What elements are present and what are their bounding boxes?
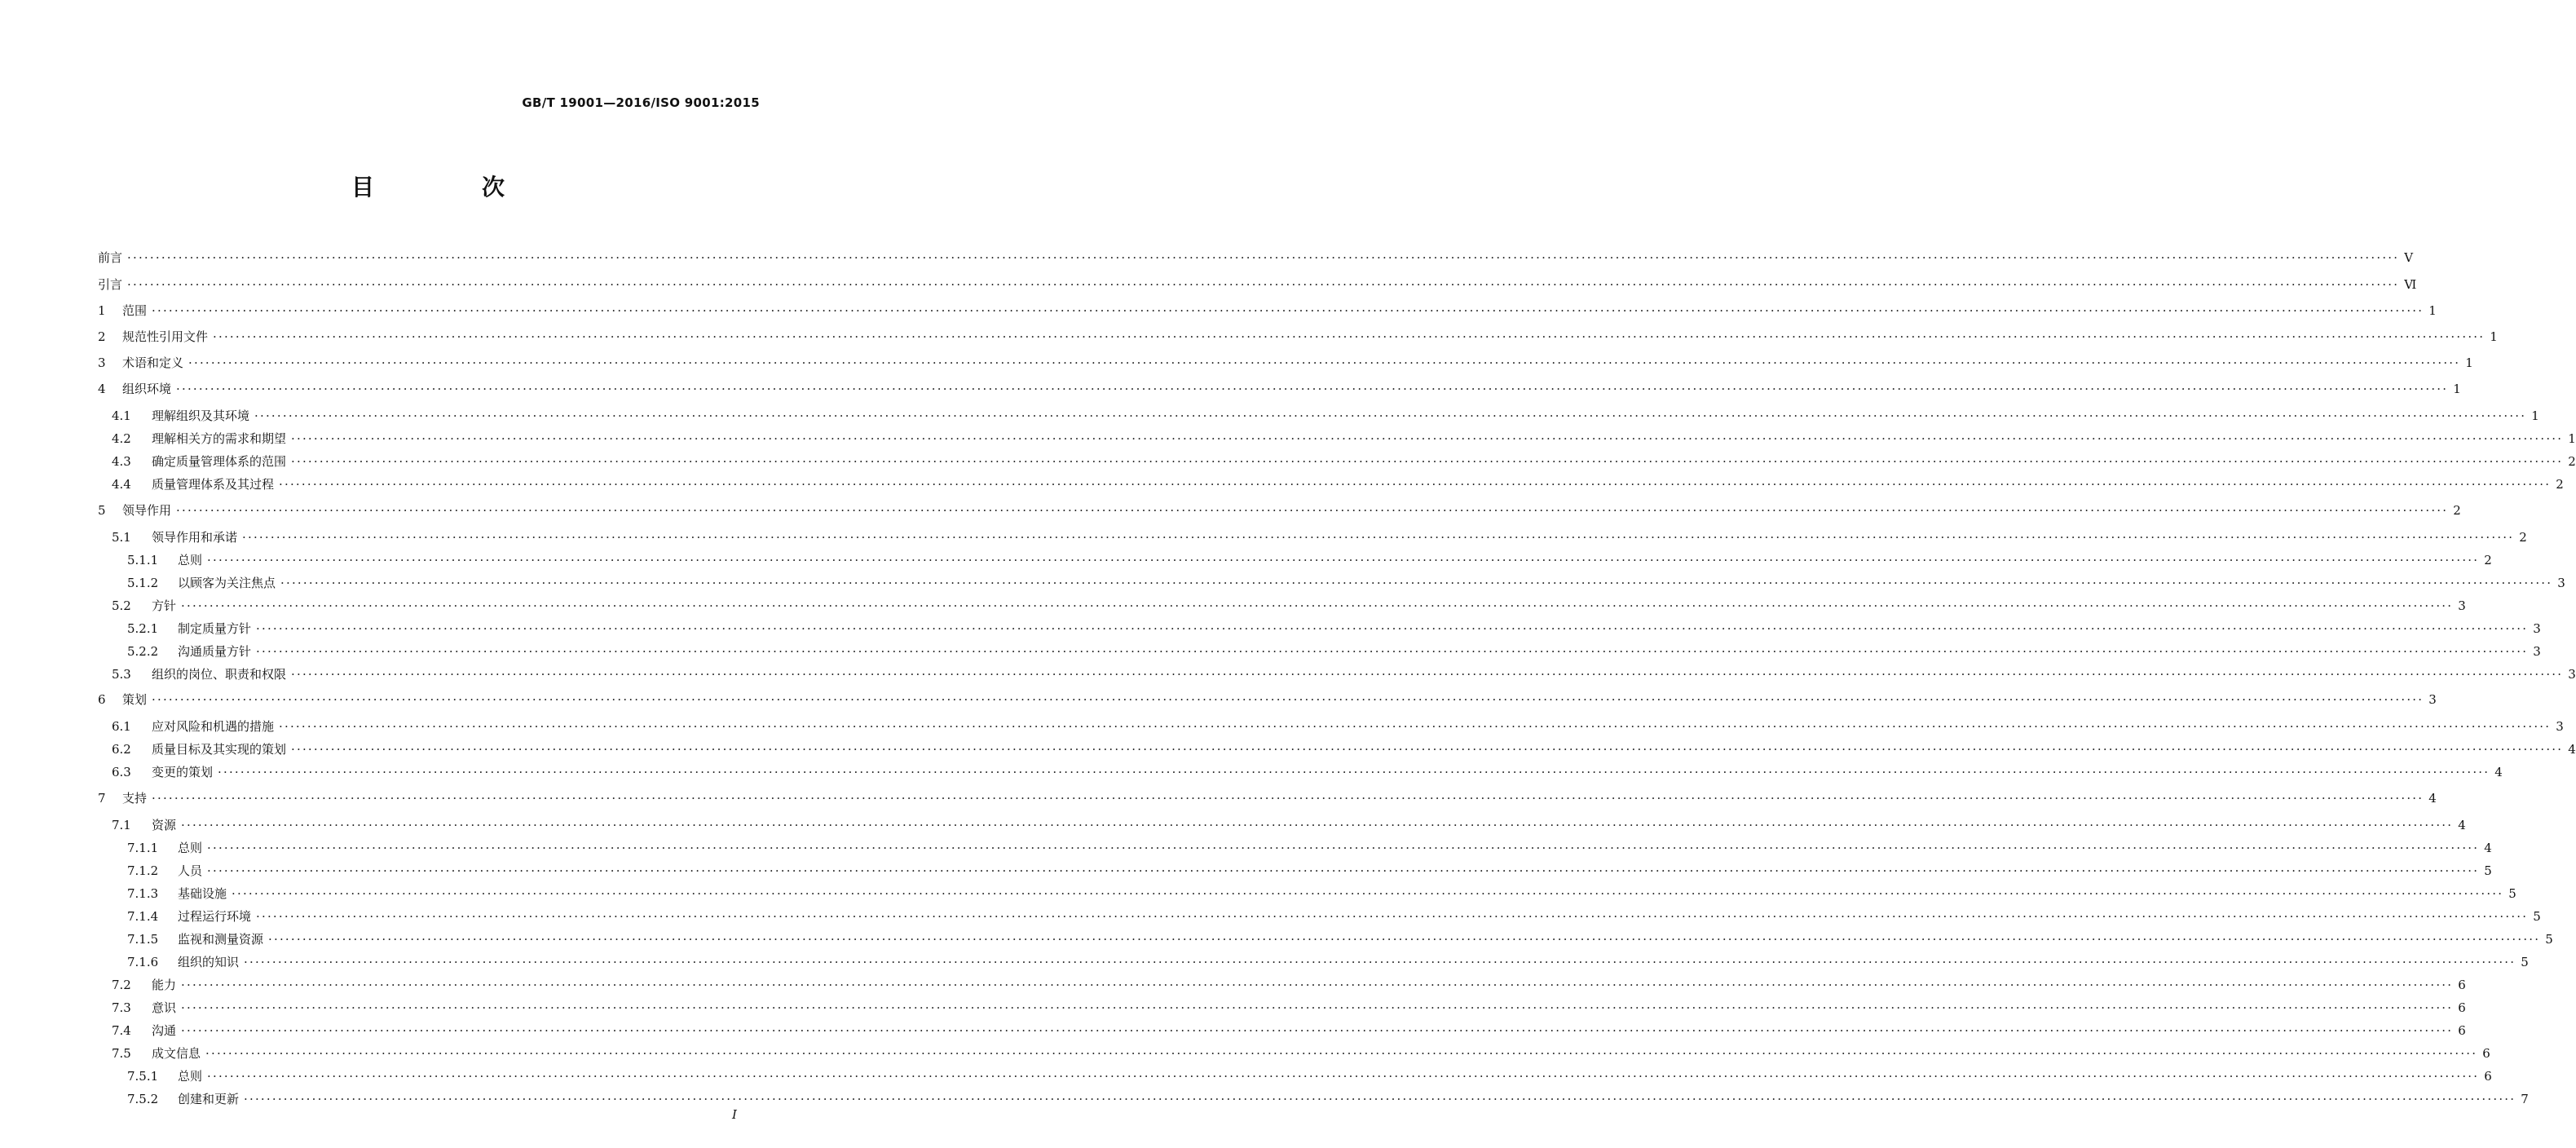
toc-entry-page: 3 bbox=[2557, 576, 2565, 590]
toc-leader-dots: ················································································································································································································································································································································································································ bbox=[188, 355, 2461, 370]
toc-entry-page: 7 bbox=[2521, 1092, 2529, 1106]
toc-entry-label: 人员 bbox=[178, 863, 203, 878]
toc-leader-dots: ················································································································································································································································································································································································································ bbox=[207, 841, 2480, 855]
toc-entry-label: 总则 bbox=[178, 553, 203, 567]
toc-entry-label: 制定质量方针 bbox=[178, 621, 252, 636]
toc-entry-label: 监视和测量资源 bbox=[178, 932, 264, 947]
toc-entry-label: 应对风险和机遇的措施 bbox=[152, 719, 275, 734]
toc-leader-dots: ················································································································································································································································································································································································································ bbox=[176, 503, 2449, 518]
toc-entry[interactable] bbox=[98, 550, 2492, 570]
toc-entry[interactable] bbox=[98, 501, 2461, 520]
toc-entry-number: 4.4 bbox=[112, 477, 131, 492]
toc-entry[interactable] bbox=[98, 998, 2466, 1018]
toc-entry-page: 4 bbox=[2484, 841, 2492, 855]
toc-entry[interactable] bbox=[98, 452, 2576, 471]
toc-entry[interactable] bbox=[98, 717, 2564, 736]
toc-entry-page: 5 bbox=[2508, 886, 2516, 901]
toc-entry-label: 策划 bbox=[122, 692, 148, 707]
toc-entry-label: 创建和更新 bbox=[178, 1092, 240, 1106]
toc-leader-dots: ················································································································································································································································································································································································································ bbox=[181, 818, 2454, 832]
toc-entry-page: 4 bbox=[2428, 791, 2437, 806]
toc-entry-page: 1 bbox=[2531, 408, 2539, 423]
toc-entry[interactable] bbox=[98, 379, 2461, 399]
toc-entry-number: 5.2 bbox=[112, 598, 131, 613]
toc-entry[interactable] bbox=[98, 975, 2466, 995]
toc-leader-dots: ················································································································································································································································································································································································································ bbox=[176, 382, 2449, 396]
toc-leader-dots: ················································································································································································································································································································································································································ bbox=[181, 1023, 2454, 1038]
toc-entry[interactable] bbox=[98, 838, 2492, 858]
toc-leader-dots: ················································································································································································································································································································································································································ bbox=[152, 791, 2424, 806]
toc-entry-label: 基础设施 bbox=[178, 886, 227, 901]
toc-leader-dots: ················································································································································································································································································································································································································ bbox=[256, 621, 2529, 636]
toc-entry-number: 6.1 bbox=[112, 719, 131, 734]
toc-entry[interactable] bbox=[98, 406, 2539, 426]
toc-leader-dots: ················································································································································································································································································································································································································ bbox=[291, 667, 2564, 682]
toc-entry-label: 支持 bbox=[122, 791, 148, 806]
toc-entry-number: 7.1.6 bbox=[127, 955, 159, 969]
standard-code: GB/T 19001—2016/ISO 9001:2015 bbox=[522, 95, 760, 110]
toc-entry-number: 7.1.5 bbox=[127, 932, 159, 947]
toc-leader-dots: ················································································································································································································································································································································································································ bbox=[244, 955, 2516, 969]
toc-entry-label: 意识 bbox=[152, 1000, 177, 1015]
toc-entry-page: Ⅵ bbox=[2404, 277, 2417, 292]
toc-entry[interactable] bbox=[98, 884, 2516, 903]
toc-entry-page: 6 bbox=[2484, 1069, 2492, 1084]
toc-entry[interactable] bbox=[98, 815, 2466, 835]
toc-entry-number: 5.3 bbox=[112, 667, 131, 682]
toc-entry-page: 6 bbox=[2458, 1000, 2466, 1015]
toc-entry-number: 7.1 bbox=[112, 818, 131, 832]
toc-entry-number: 4.2 bbox=[112, 431, 131, 446]
toc-entry-label: 范围 bbox=[122, 303, 148, 318]
toc-entry-label: 总则 bbox=[178, 841, 203, 855]
toc-entry[interactable] bbox=[98, 762, 2503, 782]
toc-entry-number: 5.1.2 bbox=[127, 576, 159, 590]
toc-leader-dots: ················································································································································································································································································································································································································ bbox=[279, 719, 2552, 734]
toc-entry[interactable] bbox=[98, 907, 2541, 926]
toc-entry-number: 7.5.2 bbox=[127, 1092, 159, 1106]
toc-entry-page: 1 bbox=[2465, 355, 2473, 370]
toc-entry-page: 2 bbox=[2453, 503, 2461, 518]
toc-entry-label: 方针 bbox=[152, 598, 177, 613]
toc-entry-page: 1 bbox=[2428, 303, 2437, 318]
toc-entry[interactable] bbox=[98, 788, 2437, 808]
toc-leader-dots: ················································································································································································································································································································································································································ bbox=[268, 932, 2541, 947]
toc-entry-page: 3 bbox=[2533, 621, 2541, 636]
toc-entry-label: 确定质量管理体系的范围 bbox=[152, 454, 287, 469]
toc-entry-number: 4.3 bbox=[112, 454, 131, 469]
toc-entry[interactable] bbox=[98, 665, 2576, 684]
toc-entry-label: 领导作用 bbox=[122, 503, 172, 518]
toc-entry-number: 7.5.1 bbox=[127, 1069, 159, 1084]
toc-leader-dots: ················································································································································································································································································································································································································ bbox=[279, 477, 2552, 492]
toc-entry-page: 2 bbox=[2519, 530, 2527, 545]
toc-entry-label: 理解相关方的需求和期望 bbox=[152, 431, 287, 446]
toc-leader-dots: ················································································································································································································································································································································································································ bbox=[256, 644, 2529, 659]
toc-leader-dots: ················································································································································································································································································································································································································ bbox=[207, 1069, 2480, 1084]
toc-entry-number: 6.2 bbox=[112, 742, 131, 757]
toc-entry-page: 6 bbox=[2458, 1023, 2466, 1038]
toc-entry[interactable] bbox=[98, 1066, 2492, 1086]
toc-entry-page: 4 bbox=[2568, 742, 2576, 757]
toc-leader-dots: ················································································································································································································································································································································································································ bbox=[152, 692, 2424, 707]
toc-entry-number: 4 bbox=[98, 382, 106, 396]
toc-leader-dots: ················································································································································································································································································································································································································ bbox=[218, 765, 2490, 779]
toc-entry-number: 5.2.1 bbox=[127, 621, 159, 636]
toc-leader-dots: ················································································································································································································································································································································································································ bbox=[232, 886, 2504, 901]
toc-entry-page: 5 bbox=[2484, 863, 2492, 878]
toc-entry-number: 5.1.1 bbox=[127, 553, 159, 567]
toc-entry-number: 7.1.2 bbox=[127, 863, 159, 878]
page-number: I bbox=[732, 1107, 737, 1122]
toc-entry-number: 2 bbox=[98, 329, 106, 344]
toc-leader-dots: ················································································································································································································································································································································································································ bbox=[181, 978, 2454, 992]
toc-entry-number: 5.1 bbox=[112, 530, 131, 545]
toc-entry-page: 5 bbox=[2545, 932, 2553, 947]
toc-entry[interactable] bbox=[98, 929, 2553, 949]
toc-leader-dots: ················································································································································································································································································································································································································ bbox=[244, 1092, 2516, 1106]
toc-entry-number: 7.5 bbox=[112, 1046, 131, 1061]
toc-leader-dots: ················································································································································································································································································································································································································ bbox=[207, 553, 2480, 567]
toc-entry[interactable] bbox=[98, 952, 2529, 972]
toc-entry-label: 沟通质量方针 bbox=[178, 644, 252, 659]
toc-entry-page: 2 bbox=[2484, 553, 2492, 567]
toc-entry[interactable] bbox=[98, 642, 2541, 661]
toc-entry-label: 资源 bbox=[152, 818, 177, 832]
toc-entry-page: 3 bbox=[2533, 644, 2541, 659]
toc-entry-number: 5.2.2 bbox=[127, 644, 159, 659]
toc-entry[interactable] bbox=[98, 353, 2473, 373]
toc-entry[interactable] bbox=[98, 861, 2492, 881]
toc-entry-page: V bbox=[2404, 250, 2414, 265]
toc-entry-label: 变更的策划 bbox=[152, 765, 214, 779]
toc-entry-number: 6.3 bbox=[112, 765, 131, 779]
toc-entry-label: 理解组织及其环境 bbox=[152, 408, 250, 423]
toc-entry-label: 以顾客为关注焦点 bbox=[178, 576, 276, 590]
toc-entry[interactable] bbox=[98, 1044, 2490, 1063]
toc-leader-dots: ················································································································································································································································································································································································································ bbox=[205, 1046, 2478, 1061]
toc-leader-dots: ················································································································································································································································································································································································································ bbox=[207, 863, 2480, 878]
toc-leader-dots: ················································································································································································································································································································································································································ bbox=[127, 277, 2400, 292]
toc-entry-page: 1 bbox=[2490, 329, 2498, 344]
toc-entry-number: 3 bbox=[98, 355, 106, 370]
toc-entry[interactable] bbox=[98, 275, 2417, 294]
toc-entry-page: 5 bbox=[2521, 955, 2529, 969]
toc-entry[interactable] bbox=[98, 327, 2498, 347]
toc-entry-number: 7.1.1 bbox=[127, 841, 159, 855]
toc-entry-number: 7.1.3 bbox=[127, 886, 159, 901]
toc-entry-page: 2 bbox=[2556, 477, 2564, 492]
toc-leader-dots: ················································································································································································································································································································································································································ bbox=[291, 431, 2564, 446]
toc-entry-page: 3 bbox=[2458, 598, 2466, 613]
toc-entry-label: 组织的知识 bbox=[178, 955, 240, 969]
toc-leader-dots: ················································································································································································································································································································································································································ bbox=[256, 909, 2529, 924]
toc-entry-number: 1 bbox=[98, 303, 106, 318]
toc-entry-number: 4.1 bbox=[112, 408, 131, 423]
toc-entry-number: 5 bbox=[98, 503, 106, 518]
toc-entry-label: 质量管理体系及其过程 bbox=[152, 477, 275, 492]
toc-entry-number: 7.1.4 bbox=[127, 909, 159, 924]
toc-entry[interactable] bbox=[98, 1089, 2529, 1109]
toc-leader-dots: ················································································································································································································································································································································································································ bbox=[242, 530, 2515, 545]
toc-entry-page: 6 bbox=[2482, 1046, 2490, 1061]
toc-entry[interactable] bbox=[98, 248, 2414, 267]
toc-entry-label: 成文信息 bbox=[152, 1046, 201, 1061]
toc-entry[interactable] bbox=[98, 690, 2437, 709]
toc-entry-page: 3 bbox=[2568, 667, 2576, 682]
toc-entry-number: 6 bbox=[98, 692, 106, 707]
toc-entry-number: 7.3 bbox=[112, 1000, 131, 1015]
toc-entry-page: 1 bbox=[2453, 382, 2461, 396]
toc-entry-page: 3 bbox=[2556, 719, 2564, 734]
toc-entry-label: 规范性引用文件 bbox=[122, 329, 209, 344]
toc-entry-label: 能力 bbox=[152, 978, 177, 992]
toc-leader-dots: ················································································································································································································································································································································································································ bbox=[291, 742, 2564, 757]
toc-entry[interactable] bbox=[98, 740, 2576, 759]
toc-entry[interactable] bbox=[98, 475, 2564, 494]
toc-leader-dots: ················································································································································································································································································································································································································ bbox=[280, 576, 2553, 590]
toc-entry-page: 4 bbox=[2458, 818, 2466, 832]
toc-entry-label: 术语和定义 bbox=[122, 355, 184, 370]
toc-leader-dots: ················································································································································································································································································································································································································ bbox=[152, 303, 2424, 318]
toc-entry-number: 7.4 bbox=[112, 1023, 131, 1038]
toc-entry[interactable] bbox=[98, 573, 2565, 593]
toc-entry-label: 组织的岗位、职责和权限 bbox=[152, 667, 287, 682]
toc-leader-dots: ················································································································································································································································································································································································································ bbox=[291, 454, 2564, 469]
toc-entry-label: 过程运行环境 bbox=[178, 909, 252, 924]
toc-entry[interactable] bbox=[98, 1021, 2466, 1040]
toc-entry[interactable] bbox=[98, 301, 2437, 320]
toc-entry[interactable] bbox=[98, 596, 2466, 616]
toc-entry-label: 沟通 bbox=[152, 1023, 177, 1038]
toc-entry-page: 2 bbox=[2568, 454, 2576, 469]
toc-entry-number: 7.2 bbox=[112, 978, 131, 992]
toc-entry-label: 质量目标及其实现的策划 bbox=[152, 742, 287, 757]
toc-leader-dots: ················································································································································································································································································································································································································ bbox=[254, 408, 2527, 423]
toc-entry-page: 1 bbox=[2568, 431, 2576, 446]
toc-leader-dots: ················································································································································································································································································································································································································ bbox=[181, 598, 2454, 613]
toc-leader-dots: ················································································································································································································································································································································································································ bbox=[181, 1000, 2454, 1015]
toc-leader-dots: ················································································································································································································································································································································································································ bbox=[127, 250, 2400, 265]
toc-entry[interactable] bbox=[98, 528, 2527, 547]
toc-leader-dots: ················································································································································································································································································································································································································ bbox=[213, 329, 2486, 344]
toc-entry-label: 前言 bbox=[98, 250, 123, 265]
toc-entry-page: 3 bbox=[2428, 692, 2437, 707]
toc-title: 目 次 bbox=[351, 174, 547, 201]
toc-entry-number: 7 bbox=[98, 791, 106, 806]
toc-entry-label: 引言 bbox=[98, 277, 123, 292]
toc-entry-label: 领导作用和承诺 bbox=[152, 530, 238, 545]
toc-entry[interactable] bbox=[98, 429, 2576, 448]
toc-entry[interactable] bbox=[98, 619, 2541, 638]
toc-entry-label: 组织环境 bbox=[122, 382, 172, 396]
toc-entry-page: 5 bbox=[2533, 909, 2541, 924]
toc-entry-page: 6 bbox=[2458, 978, 2466, 992]
toc-entry-label: 总则 bbox=[178, 1069, 203, 1084]
toc-entry-page: 4 bbox=[2494, 765, 2503, 779]
